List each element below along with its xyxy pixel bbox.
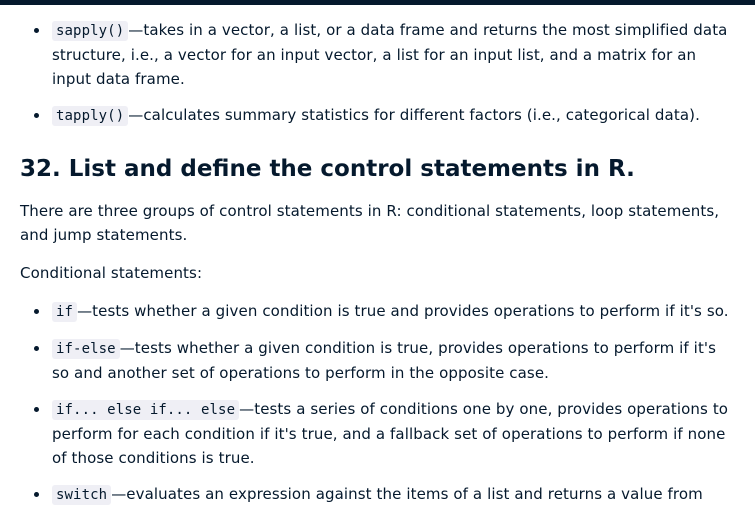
conditional-label: Conditional statements: [20,264,203,282]
apply-family-list [20,18,730,128]
list-item-if-else [20,336,730,385]
inline-code: if-else [52,339,120,359]
list-item-text: —tests a series of conditions one by one, provides operations to perform for each condition if it's true, and a fallback set of operations to perform if none of those conditions is true. [52,400,729,467]
list-item-text: —evaluates an expression against the items of a list and returns a value from [111,485,703,503]
conditional-statements-list [20,299,730,507]
inline-code: sapply() [52,21,128,41]
list-item-text: —calculates summary statistics for different factors (i.e., categorical data). [128,106,700,124]
bullet-icon [34,492,39,497]
article-content [20,5,730,507]
bullet-icon [34,346,39,351]
inline-code: if [52,302,77,322]
list-item-if-else-if-else [20,397,730,470]
inline-code: switch [52,485,111,505]
list-item-tapply [20,103,730,128]
list-item-switch [20,482,730,507]
bullet-icon [34,407,39,412]
bullet-icon [34,309,39,314]
list-item-sapply [20,18,730,91]
inline-code: if... else if... else [52,400,239,420]
inline-code: tapply() [52,106,128,126]
list-item-text: —tests whether a given condition is true, provides operations to perform if it's so and another set of operations to perform in the opposite case. [52,339,717,382]
section-intro: There are three groups of control statements in R: conditional statements, loop statements, and jump statements. [20,202,720,244]
bullet-icon [34,28,39,33]
list-item-text: —tests whether a given condition is true and provides operations to perform if it's so. [77,302,729,320]
bullet-icon [34,113,39,118]
section-heading: 32. List and define the control statements in R. [20,156,635,182]
list-item-if [20,299,730,324]
list-item-text: —takes in a vector, a list, or a data frame and returns the most simplified data structure, i.e., a vector for an input vector, a list for an input list, and a matrix for an input data frame. [52,21,728,88]
